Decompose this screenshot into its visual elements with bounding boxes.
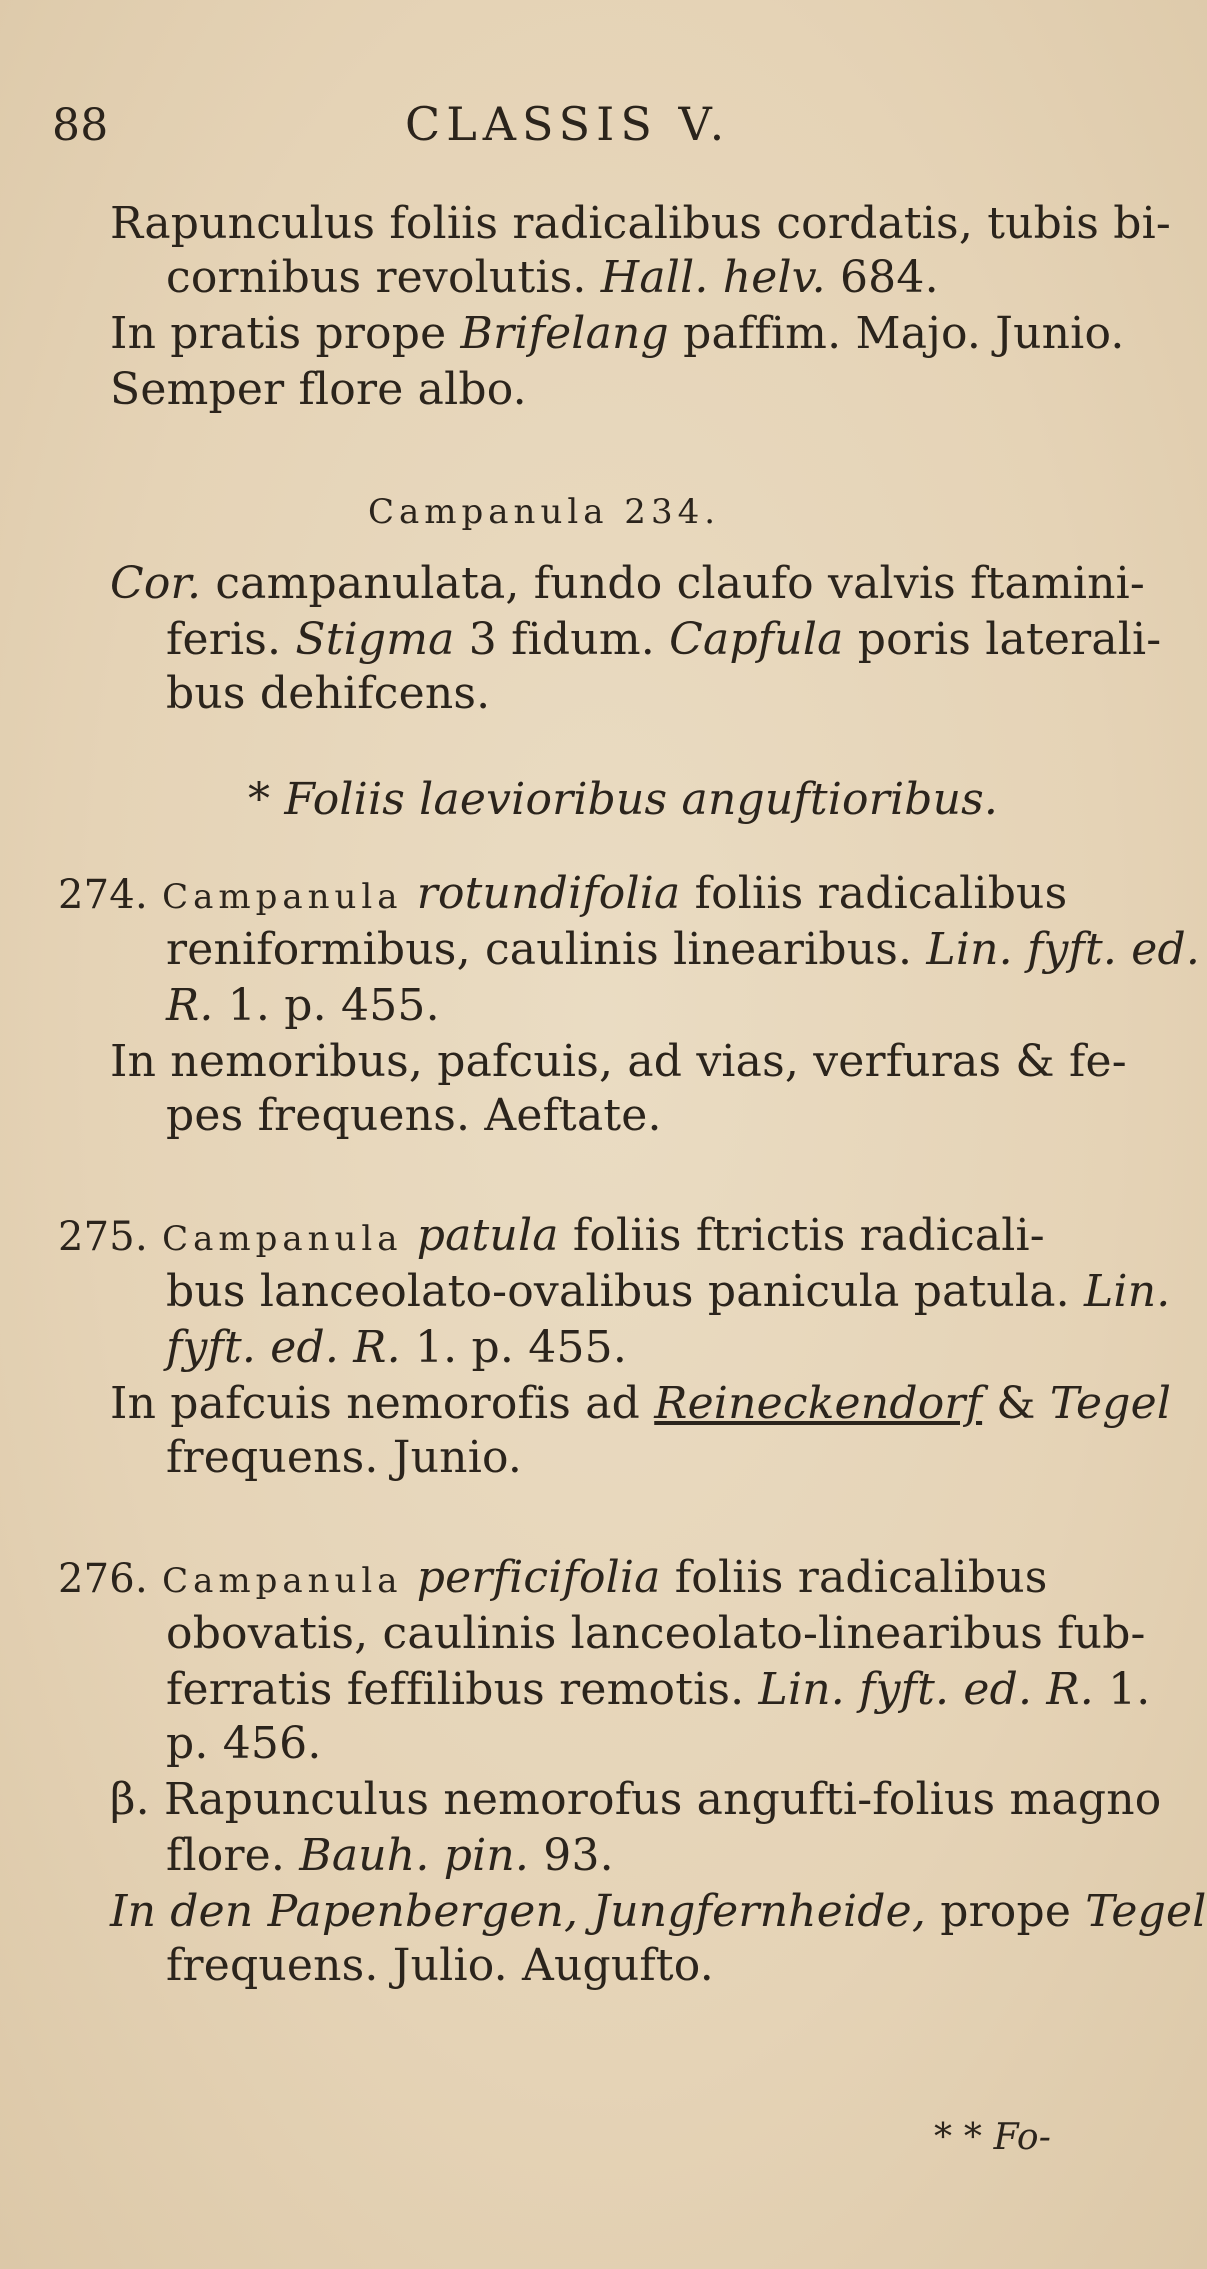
citation: R. (166, 980, 214, 1031)
place-name: Tegel (1085, 1886, 1207, 1937)
entry-275-line (58, 1208, 1045, 1267)
text-line: frequens. Junio. (166, 1432, 523, 1483)
genus-name: Campanula (162, 877, 403, 917)
text-line (110, 306, 1125, 362)
species-name: patula (416, 1210, 559, 1261)
running-title: CLASSIS V. (405, 97, 731, 151)
entry-number: 275. (58, 1214, 148, 1260)
term: Cor. (110, 558, 202, 609)
text-line: pes frequens. Aeftate. (166, 1090, 662, 1141)
entry-number: 276. (58, 1556, 148, 1602)
text-line (110, 1884, 1207, 1940)
species-name: perficifolia (416, 1552, 661, 1603)
text-run: foliis ftrictis radicali- (558, 1210, 1045, 1261)
text-run: In pafcuis nemorofis ad (110, 1378, 655, 1429)
text-line: Semper flore albo. (110, 364, 527, 415)
catchword: * * Fo- (934, 2117, 1052, 2158)
entry-number: 274. (58, 872, 148, 918)
text-run: foliis radicalibus (680, 868, 1068, 919)
citation: Bauh. pin. (299, 1830, 530, 1881)
species-name: rotundifolia (416, 868, 681, 919)
text-run: paffim. Majo. Junio. (668, 308, 1125, 359)
text-line (166, 1828, 614, 1884)
place-name: Reineckendorf (654, 1378, 983, 1429)
genus-name: Campanula (162, 1561, 403, 1601)
text-line: Rapunculus foliis radicalibus cordatis, tubis bi- (110, 198, 1171, 249)
genus-heading: Campanula 234. (368, 492, 721, 532)
citation: Hall. helv. (600, 252, 826, 303)
text-line (166, 1662, 1151, 1718)
text-run: feris. (166, 614, 296, 665)
text-run: cornibus revolutis. (166, 252, 601, 303)
text-run: & (982, 1378, 1050, 1429)
text-line: β. Rapunculus nemorofus angufti-folius magno (110, 1774, 1162, 1825)
citation: fyft. ed. R. (166, 1322, 401, 1373)
text-line (166, 1264, 1170, 1320)
text-run: In pratis prope (110, 308, 461, 359)
text-run: ferratis feffilibus remotis. (166, 1664, 759, 1715)
text-line: p. 456. (166, 1718, 322, 1769)
text-run: poris laterali- (843, 614, 1162, 665)
genus-name: Campanula (162, 1219, 403, 1259)
text-line: obovatis, caulinis lanceolato-linearibus fub- (166, 1608, 1146, 1659)
text-run: prope (926, 1886, 1086, 1937)
text-line: bus dehifcens. (166, 668, 491, 719)
term: Capfula (669, 614, 844, 665)
text-run: campanulata, fundo claufo valvis ftamini- (201, 558, 1145, 609)
text-line (166, 978, 440, 1034)
entry-276-line (58, 1550, 1048, 1609)
page-number: 88 (52, 100, 109, 151)
citation: Lin. fyft. ed. R. (758, 1664, 1094, 1715)
entry-274-line (58, 866, 1067, 925)
text-line (166, 1320, 627, 1376)
text-run: 1. p. 455. (400, 1322, 628, 1373)
text-line (166, 612, 1161, 668)
text-line (110, 556, 1145, 612)
place-name: Tegel (1049, 1378, 1172, 1429)
term: Stigma (295, 614, 455, 665)
text-run: 1. (1093, 1664, 1151, 1715)
text-run: 1. p. 455. (213, 980, 440, 1031)
citation: Lin. fyft. ed. (926, 924, 1201, 975)
text-line (110, 1376, 1171, 1432)
text-line: In nemoribus, pafcuis, ad vias, verfuras & fe- (110, 1036, 1127, 1087)
text-run: 3 fidum. (454, 614, 670, 665)
text-line: frequens. Julio. Augufto. (166, 1940, 714, 1991)
place-name: Brifelang (460, 308, 669, 359)
citation: Lin. (1084, 1266, 1171, 1317)
text-run: flore. (166, 1830, 300, 1881)
place-name: In den Papenbergen, Jungfernheide, (110, 1886, 927, 1937)
text-run: 684. (825, 252, 939, 303)
text-line (166, 250, 939, 306)
text-run: foliis radicalibus (660, 1552, 1048, 1603)
text-line (166, 922, 1200, 978)
section-heading: * Foliis laevioribus anguftioribus. (248, 774, 999, 825)
text-run: reniformibus, caulinis linearibus. (166, 924, 927, 975)
text-run: 93. (529, 1830, 614, 1881)
text-run: bus lanceolato-ovalibus panicula patula. (166, 1266, 1084, 1317)
